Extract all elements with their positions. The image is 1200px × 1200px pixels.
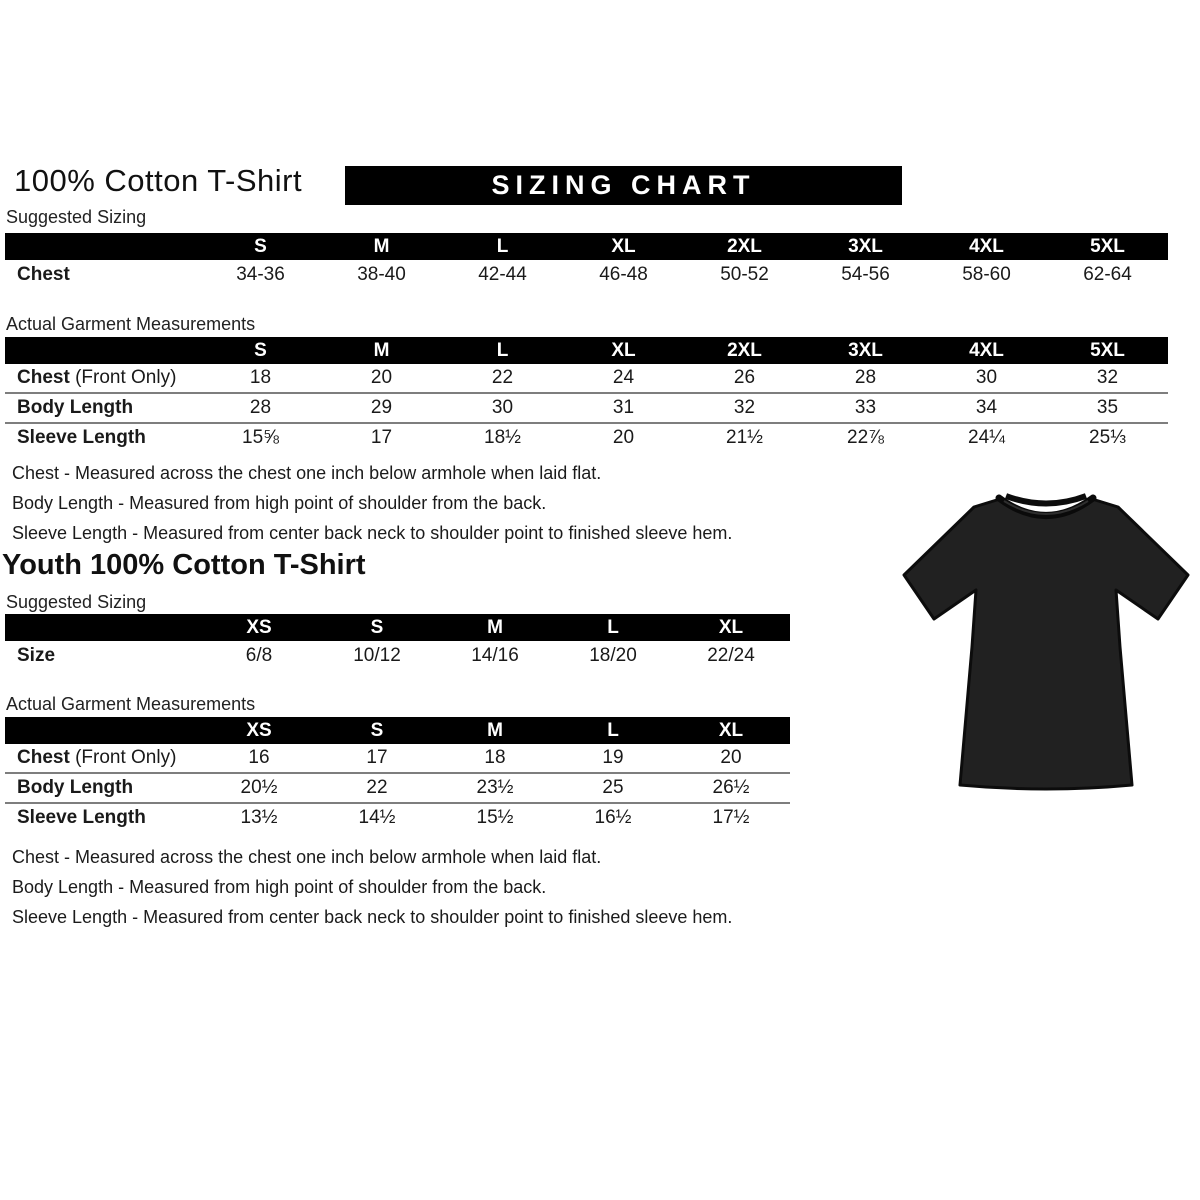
row-label: Chest xyxy=(17,264,70,285)
column-header-xl: XL xyxy=(718,720,744,741)
table-row-chest xyxy=(5,744,790,774)
youth-actual-table xyxy=(5,717,790,834)
column-header-l: L xyxy=(607,617,619,638)
cell: 18 xyxy=(249,367,272,388)
cell: 18/20 xyxy=(589,645,637,666)
adult-actual-header-row xyxy=(5,337,1168,364)
row-label-suffix: (Front Only) xyxy=(69,747,177,768)
cell: 31 xyxy=(612,397,635,418)
row-label: Sleeve Length xyxy=(17,427,146,448)
note-chest: Chest - Measured across the chest one inch below armhole when laid flat. xyxy=(12,463,602,483)
column-header-xs: XS xyxy=(246,617,272,638)
table-row-sleeve-length xyxy=(5,424,1168,454)
adult-suggested-table xyxy=(5,233,1168,289)
cell: 18½ xyxy=(484,427,521,448)
column-header-m: M xyxy=(487,617,503,638)
cell: 50-52 xyxy=(720,264,769,285)
cell: 26½ xyxy=(712,777,750,798)
cell: 16 xyxy=(248,747,270,768)
row-label: Sleeve Length xyxy=(17,807,146,828)
page-title: 100% Cotton T-Shirt xyxy=(14,163,303,198)
youth-title: Youth 100% Cotton T-Shirt xyxy=(2,549,366,581)
cell: 22⅞ xyxy=(847,427,884,448)
table-row-body-length xyxy=(5,394,1168,424)
adult-suggested-header-row xyxy=(5,233,1168,260)
cell: 10/12 xyxy=(353,645,401,666)
row-label xyxy=(5,364,200,392)
column-header-xl: XL xyxy=(611,340,636,361)
column-header-xl: XL xyxy=(718,617,744,638)
cell: 42-44 xyxy=(478,264,527,285)
cell: 34 xyxy=(975,397,998,418)
column-header-4xl: 4XL xyxy=(969,236,1004,257)
cell: 26 xyxy=(733,367,756,388)
row-label-main: Chest xyxy=(17,747,70,768)
column-header-l: L xyxy=(496,340,509,361)
cell: 30 xyxy=(491,397,514,418)
row-label: Body Length xyxy=(17,397,134,418)
cell: 17½ xyxy=(712,807,750,828)
table-row-size xyxy=(5,641,790,670)
youth-suggested-table xyxy=(5,614,790,670)
cell: 25⅓ xyxy=(1089,427,1126,448)
cell: 32 xyxy=(1096,367,1119,388)
note-body-length: Body Length - Measured from high point of shoulder from the back. xyxy=(12,877,547,897)
cell: 62-64 xyxy=(1083,264,1132,285)
cell: 18 xyxy=(484,747,506,768)
youth-actual-header-row xyxy=(5,717,790,744)
column-header-l: L xyxy=(496,236,509,257)
note-chest: Chest - Measured across the chest one inch below armhole when laid flat. xyxy=(12,847,602,867)
row-label-main: Chest xyxy=(17,367,70,388)
table-row-chest xyxy=(5,364,1168,394)
cell: 24¼ xyxy=(968,427,1005,448)
column-header-xs: XS xyxy=(246,720,272,741)
column-header-m: M xyxy=(487,720,503,741)
tshirt-graphic xyxy=(896,487,1196,807)
header-spacer xyxy=(5,614,200,641)
cell: 28 xyxy=(249,397,272,418)
cell: 24 xyxy=(612,367,635,388)
cell: 25 xyxy=(602,777,624,798)
column-header-s: S xyxy=(254,340,267,361)
cell: 58-60 xyxy=(962,264,1011,285)
cell: 23½ xyxy=(476,777,514,798)
cell: 32 xyxy=(733,397,756,418)
cell: 38-40 xyxy=(357,264,406,285)
cell: 22 xyxy=(491,367,514,388)
youth-suggested-sizing-label: Suggested Sizing xyxy=(6,592,147,612)
column-header-2xl: 2XL xyxy=(727,236,762,257)
column-header-2xl: 2XL xyxy=(727,340,762,361)
cell: 14½ xyxy=(358,807,396,828)
adult-actual-measurements-label: Actual Garment Measurements xyxy=(6,314,256,334)
note-sleeve-length: Sleeve Length - Measured from center back neck to shoulder point to finished sleeve hem. xyxy=(12,523,733,543)
table-row-chest xyxy=(5,260,1168,289)
cell: 20 xyxy=(370,367,393,388)
row-label-suffix: (Front Only) xyxy=(69,367,177,388)
header-spacer xyxy=(5,717,200,744)
row-label: Body Length xyxy=(17,777,134,798)
adult-measurement-notes xyxy=(12,458,732,548)
cell: 15½ xyxy=(476,807,514,828)
cell: 29 xyxy=(370,397,393,418)
adult-actual-table xyxy=(5,337,1168,454)
column-header-s: S xyxy=(370,617,384,638)
cell: 16½ xyxy=(594,807,632,828)
cell: 34-36 xyxy=(236,264,285,285)
column-header-3xl: 3XL xyxy=(848,236,883,257)
cell: 20 xyxy=(612,427,635,448)
table-row-sleeve-length xyxy=(5,804,790,834)
youth-actual-measurements-label: Actual Garment Measurements xyxy=(6,694,256,714)
column-header-l: L xyxy=(607,720,619,741)
column-header-5xl: 5XL xyxy=(1090,340,1125,361)
cell: 30 xyxy=(975,367,998,388)
cell: 54-56 xyxy=(841,264,890,285)
cell: 28 xyxy=(854,367,877,388)
youth-suggested-header-row xyxy=(5,614,790,641)
cell: 21½ xyxy=(726,427,763,448)
cell: 17 xyxy=(370,427,393,448)
cell: 33 xyxy=(854,397,877,418)
column-header-s: S xyxy=(370,720,384,741)
cell: 15⅝ xyxy=(242,427,279,448)
cell: 20½ xyxy=(240,777,278,798)
cell: 6/8 xyxy=(245,645,273,666)
header-spacer xyxy=(5,337,200,364)
header-spacer xyxy=(5,233,200,260)
column-header-m: M xyxy=(373,236,390,257)
sizing-chart-banner-text: SIZING CHART xyxy=(491,170,756,200)
sizing-chart-banner xyxy=(345,166,902,205)
adult-suggested-sizing-label: Suggested Sizing xyxy=(6,207,147,227)
note-sleeve-length: Sleeve Length - Measured from center back neck to shoulder point to finished sleeve hem. xyxy=(12,907,733,927)
row-label xyxy=(5,744,200,772)
column-header-3xl: 3XL xyxy=(848,340,883,361)
column-header-xl: XL xyxy=(611,236,636,257)
table-row-body-length xyxy=(5,774,790,804)
column-header-4xl: 4XL xyxy=(969,340,1004,361)
column-header-s: S xyxy=(254,236,267,257)
note-body-length: Body Length - Measured from high point of shoulder from the back. xyxy=(12,493,547,513)
cell: 20 xyxy=(720,747,742,768)
youth-measurement-notes xyxy=(12,842,732,932)
cell: 13½ xyxy=(240,807,278,828)
column-header-5xl: 5XL xyxy=(1090,236,1125,257)
cell: 46-48 xyxy=(599,264,648,285)
column-header-m: M xyxy=(373,340,390,361)
cell: 35 xyxy=(1096,397,1119,418)
row-label: Size xyxy=(17,645,56,666)
cell: 17 xyxy=(366,747,388,768)
cell: 22/24 xyxy=(707,645,755,666)
cell: 22 xyxy=(366,777,388,798)
tshirt-image xyxy=(896,487,1196,807)
cell: 19 xyxy=(602,747,624,768)
cell: 14/16 xyxy=(471,645,519,666)
